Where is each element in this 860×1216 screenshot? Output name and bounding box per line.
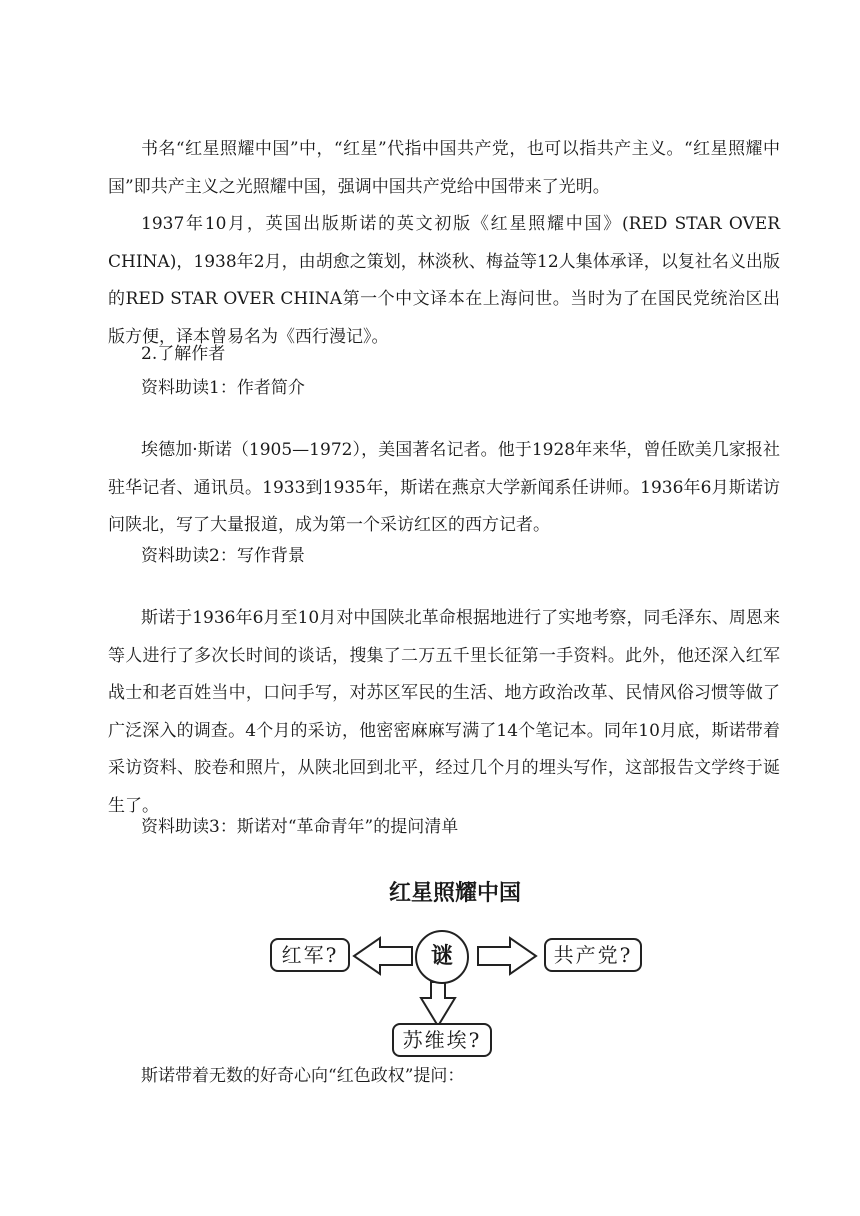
- section-heading-know-author: 2.了解作者: [141, 344, 226, 364]
- material-heading-writing-background: 资料助读2：写作背景: [141, 546, 305, 566]
- diagram-title: 红星照耀中国: [388, 881, 521, 906]
- diagram-box-soviet: 苏维埃?: [392, 1023, 492, 1057]
- paragraph-book-title-meaning: 书名“红星照耀中国”中，“红星”代指中国共产党，也可以指共产主义。“红星照耀中国”即共产主义之光照耀中国，强调中国共产党给中国带来了光明。: [108, 139, 780, 197]
- diagram-box-red-army: 红军?: [270, 938, 350, 972]
- material-heading-question-list: 资料助读3：斯诺对“革命青年”的提问清单: [141, 817, 459, 837]
- arrow-left-icon: [354, 938, 412, 974]
- diagram-center-mystery: 谜: [415, 930, 469, 984]
- paragraph-publication-history: 1937年10月，英国出版斯诺的英文初版《红星照耀中国》(RED STAR OVER CHINA)，1938年2月，由胡愈之策划，林淡秋、梅益等12人集体承译，以复社名义出版的RED STAR OVER CHINA第一个中文译本在上海问世。当时为了在国民党统治区出版方便，译本曾易名为《西行漫记》。: [108, 214, 780, 347]
- paragraph-author-intro: 埃德加·斯诺（1905—1972），美国著名记者。他于1928年来华，曾任欧美几家报社驻华记者、通讯员。1933到1935年，斯诺在燕京大学新闻系任讲师。1936年6月斯诺访问陕北，写了大量报道，成为第一个采访红区的西方记者。: [108, 440, 780, 535]
- material-heading-author-intro: 资料助读1：作者简介: [141, 378, 305, 398]
- arrow-down-icon: [421, 982, 455, 1026]
- arrow-right-icon: [478, 938, 536, 974]
- paragraph-writing-background: 斯诺于1936年6月至10月对中国陕北革命根据地进行了实地考察，同毛泽东、周恩来等人进行了多次长时间的谈话，搜集了二万五千里长征第一手资料。此外，他还深入红军战士和老百姓当中，口问手写，对苏区军民的生活、地方政治改革、民情风俗习惯等做了广泛深入的调查。4个月的采访，他密密麻麻写满了14个笔记本。同年10月底，斯诺带着采访资料、胶卷和照片，从陕北回到北平，经过几个月的埋头写作，这部报告文学终于诞生了。: [108, 608, 780, 816]
- mystery-diagram: [262, 868, 648, 1064]
- closing-line: 斯诺带着无数的好奇心向“红色政权”提问：: [141, 1066, 465, 1086]
- diagram-box-communist-party: 共产党?: [544, 938, 642, 972]
